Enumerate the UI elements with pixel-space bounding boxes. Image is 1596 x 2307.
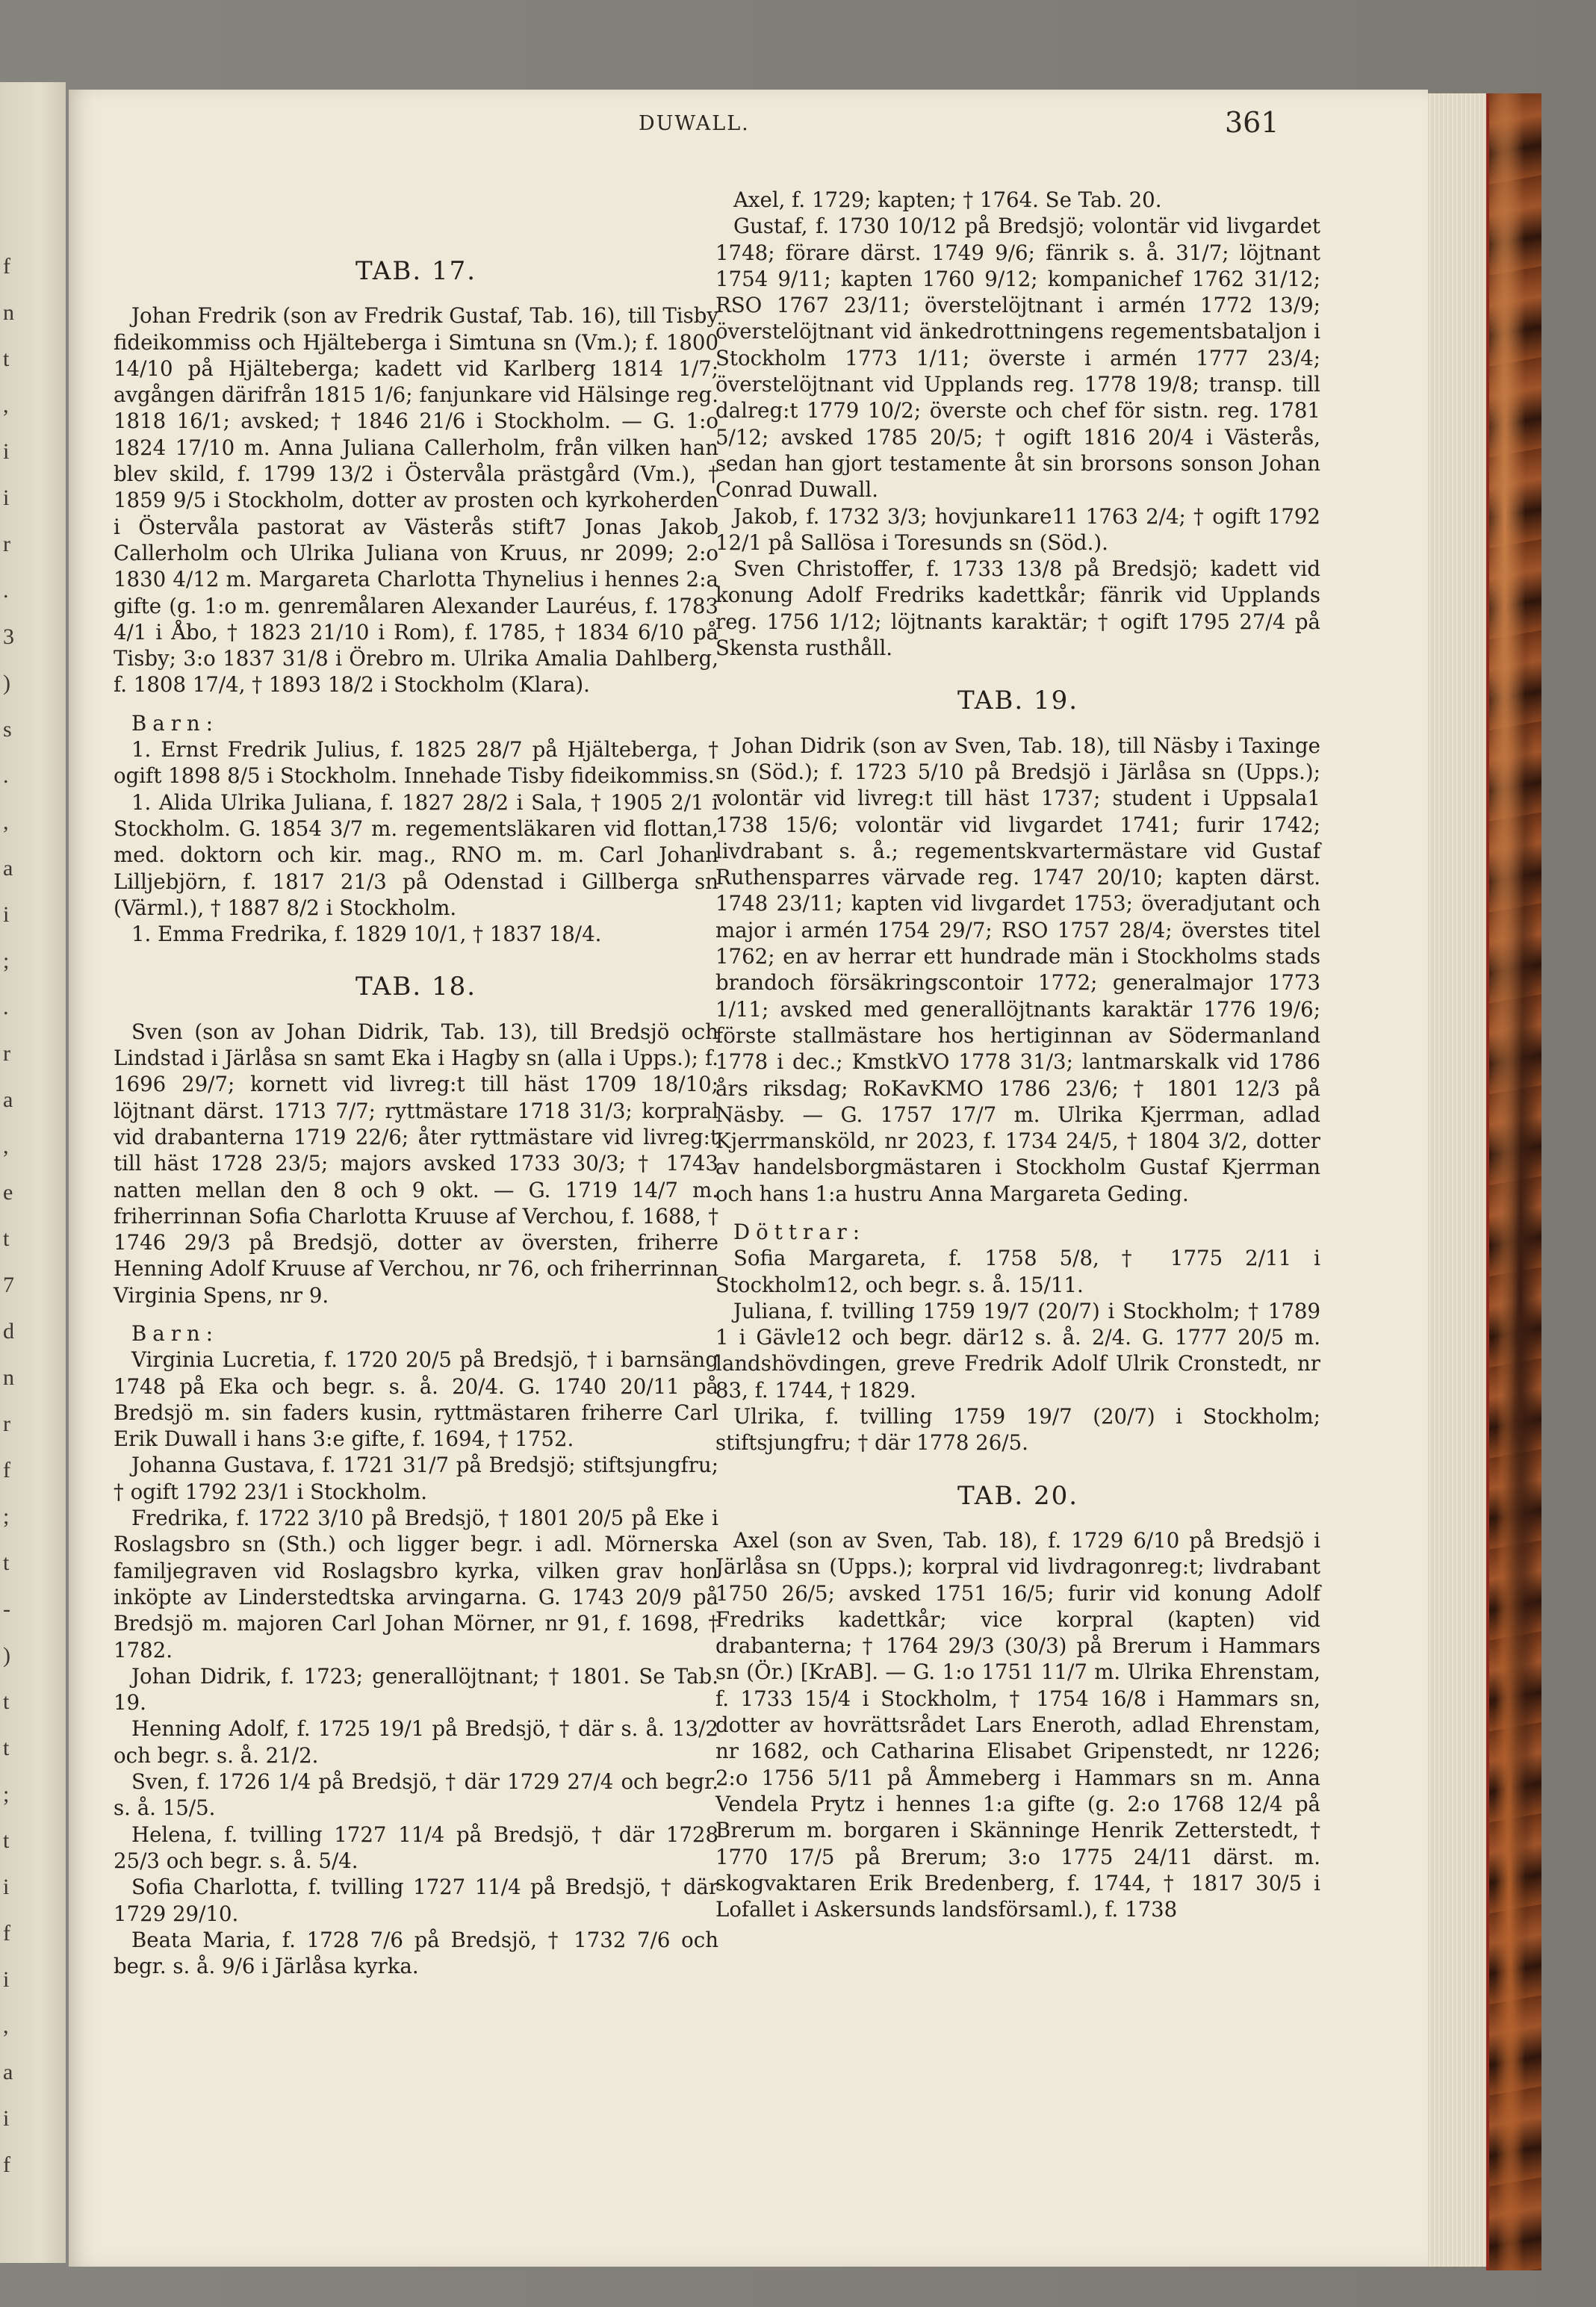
right-column — [715, 187, 1320, 1922]
tab-20-title: TAB. 20. — [957, 1480, 1079, 1511]
margin-char: r — [3, 1412, 10, 1436]
child-entry: Sven Christoffer, f. 1733 13/8 på Bredsjö; kadett vid konung Adolf Fredriks kadettkår; fänrik vid Upplands reg. 1756 1/12; löjtnants karaktär; † ogift 1795 27/4 på Skensta rusthåll. — [715, 556, 1320, 661]
margin-char: ; — [3, 948, 10, 973]
margin-char: f — [3, 2152, 10, 2177]
margin-char: 3 — [3, 624, 14, 649]
margin-char: i — [3, 1967, 10, 1992]
child-entry: Sofia Margareta, f. 1758 5/8, † 1775 2/11 i Stockholm12, och begr. s. å. 15/11. — [715, 1246, 1320, 1297]
margin-char: n — [3, 300, 14, 325]
left-column — [114, 187, 718, 1979]
margin-char: i — [3, 2106, 10, 2131]
margin-char: r — [3, 532, 10, 556]
entry-johan-fredrik: Johan Fredrik (son av Fredrik Gustaf, Tab. 16), till Tisby fideikommiss och Hjälteberga i Simtuna sn (Vm.); f. 1800 14/10 på Hjälteberga; kadett vid Karlberg 1814 1/7; avgången därifrån 1815 1/6; fanjunkare vid Hälsinge reg. 1818 16/1; avsked; † 1846 21/6 i Stockholm. — G. 1:o 1824 17/10 m. Anna Juliana Callerholm, från vilken han blev skild, f. 1799 13/2 i Östervåla prästgård (Vm.), † 1859 9/5 i Stockholm, dotter av prosten och kyrkoherden i Östervåla pastorat av Västerås stift7 Jonas Jakob Callerholm och Ulrika Juliana von Kruus, nr 2099; 2:o 1830 4/12 m. Margareta Charlotta Thynelius i hennes 2:a gifte (g. 1:o m. genremålaren Alexander Lauréus, f. 1783 4/1 i Åbo, † 1823 21/10 i Rom), f. 1785, † 1834 6/10 på Tisby; 3:o 1837 31/8 i Örebro m. Ulrika Amalia Dahlberg, f. 1808 17/4, † 1893 18/2 i Stockholm (Klara). — [114, 303, 718, 698]
child-entry: 1. Alida Ulrika Juliana, f. 1827 28/2 i Sala, † 1905 2/1 i Stockholm. G. 1854 3/7 m. regementsläkaren vid flottan, med. doktorn och kir. mag., RNO m. m. Carl Johan Lilljebjörn, f. 1817 21/3 på Odenstad i Gillberga sn (Värml.), † 1887 8/2 i Stockholm. — [114, 789, 718, 920]
child-entry: Henning Adolf, f. 1725 19/1 på Bredsjö, † där s. å. 13/2 och begr. s. å. 21/2. — [114, 1716, 718, 1768]
margin-char: a — [3, 856, 13, 881]
entry-johan-didrik: Johan Didrik (son av Sven, Tab. 18), till Näsby i Taxinge sn (Söd.); f. 1723 5/10 på Bredsjö i Järlåsa sn (Upps.); volontär vid livreg:t till häst 1737; student i Uppsala1 1738 15/6; volontär vid livgardet 1741; furir 1742; livdrabant s. å.; regementskvartermästare vid Gustaf Ruthensparres värvade reg. 1747 20/10; kapten därst. 1748 23/11; kapten vid livgardet 1753; överadjutant och major i armén 1754 29/7; RSO 1757 28/4; överstes titel 1762; en av herrar ett hundrade män i Stockholms stads brandoch försäkringscontoir 1772; generalmajor 1773 1/11; avsked med generallöjtnants karaktär 1776 19/6; förste stallmästare hos hertiginnan av Södermanland 1778 i dec.; KmstkVO 1778 31/3; lantmarskalk vid 1786 års riksdag; RoKavKMO 1786 23/6; † 1801 12/3 på Näsby. — G. 1757 17/7 m. Ulrika Kjerrman, adlad Kjerrmansköld, nr 2023, f. 1734 24/5, † 1804 3/2, dotter av handelsborgmästaren i Stockholm Gustaf Kjerrman och hans 1:a hustru Anna Margareta Geding. — [715, 733, 1320, 1206]
margin-char: f — [3, 1921, 10, 1946]
book-binding — [1486, 93, 1541, 2270]
child-entry: Virginia Lucretia, f. 1720 20/5 på Bredsjö, † i barnsäng 1748 på Eka och begr. s. å. 20/4. G. 1740 20/11 på Bredsjö m. sin faders kusin, ryttmästaren friherre Carl Erik Duwall i hans 3:e gifte, f. 1694, † 1752. — [114, 1347, 718, 1452]
margin-char: t — [3, 1689, 10, 1714]
tab-18-title: TAB. 18. — [355, 972, 477, 1002]
margin-char: t — [3, 347, 10, 371]
barn-label: Barn: — [131, 710, 219, 736]
running-head: DUWALL. — [639, 112, 750, 135]
margin-char: . — [3, 995, 9, 1019]
child-entry: Beata Maria, f. 1728 7/6 på Bredsjö, † 1732 7/6 och begr. s. å. 9/6 i Järlåsa kyrka. — [114, 1927, 718, 1979]
margin-char: f — [3, 1458, 10, 1482]
dottrar-label: Döttrar: — [733, 1219, 866, 1244]
margin-char: ; — [3, 1504, 10, 1529]
child-entry: Axel, f. 1729; kapten; † 1764. Se Tab. 20. — [733, 187, 1162, 212]
margin-char: i — [3, 485, 10, 510]
margin-char: r — [3, 1041, 10, 1066]
child-entry: Gustaf, f. 1730 10/12 på Bredsjö; volontär vid livgardet 1748; förare därst. 1749 9/6; fänrik s. å. 31/7; löjtnant 1754 9/11; kapten 1760 9/12; kompanichef 1762 31/12; RSO 1767 23/11; överstelöjtnant i armén 1772 13/9; överstelöjtnant vid änkedrottningens regementsbataljon i Stockholm 1773 1/11; överste i armén 1777 23/4; överstelöjtnant vid Upplands reg. 1778 19/8; transp. till dalreg:t 1779 10/2; överste och chef för sistn. reg. 1781 5/12; avsked 1785 20/5; † ogift 1816 20/4 i Västerås, sedan han gjort testamente åt sin brorsons sonson Johan Conrad Duwall. — [715, 214, 1320, 503]
margin-char: e — [3, 1180, 13, 1205]
margin-char: ) — [3, 1643, 10, 1668]
margin-char: ) — [3, 671, 10, 695]
margin-char: , — [3, 1134, 9, 1158]
margin-char: ; — [3, 1782, 10, 1807]
child-entry: Sofia Charlotta, f. tvilling 1727 11/4 på Bredsjö, † där 1729 29/10. — [114, 1875, 718, 1926]
entry-axel: Axel (son av Sven, Tab. 18), f. 1729 6/10 på Bredsjö i Järlåsa sn (Upps.); korpral vid livdragonreg:t; livdrabant 1750 26/5; avsked 1751 16/5; furir vid konung Adolf Fredriks kadettkår; vice korpral (kapten) vid drabanterna; † 1764 29/3 (30/3) på Brerum i Hammars sn (Ör.) [KrAB]. — G. 1:o 1751 11/7 m. Ulrika Ehrenstam, f. 1733 15/4 i Stockholm, † 1754 16/8 i Hammars sn, dotter av hovrättsrådet Lars Eneroth, adlad Ehrenstam, nr 1682, och Catharina Elisabet Gripenstedt, nr 1226; 2:o 1756 5/11 på Åmmeberg i Hammars sn m. Anna Vendela Prytz i hennes 1:a gifte (g. 2:o 1768 12/4 på Brerum m. borgaren i Skänninge Henrik Zetterstedt, † 1770 17/5 på Brerum; 3:o 1775 24/11 därst. m. skogvaktaren Erik Bredenberg, f. 1744, † 1817 30/5 i Lofallet i Askersunds landsförsaml.), f. 1738 — [715, 1527, 1320, 1922]
margin-char: , — [3, 810, 9, 834]
margin-char: a — [3, 2060, 13, 2084]
margin-char: t — [3, 1736, 10, 1760]
child-entry: Ulrika, f. tvilling 1759 19/7 (20/7) i Stockholm; stiftsjungfru; † där 1778 26/5. — [715, 1404, 1320, 1456]
child-entry: Helena, f. tvilling 1727 11/4 på Bredsjö, † där 1728 25/3 och begr. s. å. 5/4. — [114, 1822, 718, 1873]
margin-char: , — [3, 393, 9, 417]
margin-char: t — [3, 1828, 10, 1853]
margin-char: . — [3, 578, 9, 603]
child-entry: 1. Emma Fredrika, f. 1829 10/1, † 1837 18/4. — [131, 922, 602, 947]
margin-char: i — [3, 1875, 10, 1899]
barn-label: Barn: — [131, 1320, 219, 1346]
margin-char: s — [3, 717, 12, 742]
child-entry: Johan Didrik, f. 1723; generallöjtnant; † 1801. Se Tab. 19. — [114, 1663, 718, 1715]
tab-17-title: TAB. 17. — [355, 256, 477, 286]
child-entry: Jakob, f. 1732 3/3; hovjunkare11 1763 2/4; † ogift 1792 12/1 på Sallösa i Toresunds sn (Söd.). — [715, 503, 1320, 555]
margin-char: . — [3, 763, 9, 788]
child-entry: 1. Ernst Fredrik Julius, f. 1825 28/7 på Hjälteberga, † ogift 1898 8/5 i Stockholm. Innehade Tisby fideikommiss. — [114, 737, 718, 789]
child-entry: Fredrika, f. 1722 3/10 på Bredsjö, † 1801 20/5 på Eke i Roslagsbro sn (Sth.) och ligger begr. i adl. Mörnerska familjegraven vid Roslagsbro kyrka, vilken grav hon inköpte av Linderstedtska arvingarna. G. 1743 20/9 på Bredsjö m. majoren Carl Johan Mörner, nr 91, f. 1698, † 1782. — [114, 1506, 718, 1662]
margin-char: d — [3, 1319, 14, 1344]
entry-sven: Sven (son av Johan Didrik, Tab. 13), till Bredsjö och Lindstad i Järlåsa sn samt Eka i Hagby sn (alla i Upps.); f. 1696 29/7; kornett vid livreg:t till häst 1709 18/10; löjtnant därst. 1713 7/7; ryttmästare 1718 31/3; korpral vid drabanterna 1719 22/6; åter ryttmästare vid livreg:t till häst 1728 23/5; majors avsked 1733 30/3; † 1743 natten mellan den 8 och 9 okt. — G. 1719 14/7 m. friherrinnan Sofia Charlotta Kruuse af Verchou, f. 1688, † 1746 29/3 på Bredsjö, dotter av översten, friherre Henning Adolf Kruuse af Verchou, nr 76, och friherrinnan Virginia Spens, nr 9. — [114, 1019, 718, 1308]
margin-char: i — [3, 902, 10, 927]
margin-char: t — [3, 1550, 10, 1575]
margin-char: t — [3, 1226, 10, 1251]
margin-char: , — [3, 2013, 9, 2038]
margin-char: 7 — [3, 1273, 14, 1297]
child-entry: Juliana, f. tvilling 1759 19/7 (20/7) i Stockholm; † 1789 1 i Gävle12 och begr. där12 s. å. 2/4. G. 1777 20/5 m. landshövdingen, greve Fredrik Adolf Ulrik Cronstedt, nr 83, f. 1744, † 1829. — [715, 1298, 1320, 1403]
child-entry: Johanna Gustava, f. 1721 31/7 på Bredsjö; stiftsjungfru; † ogift 1792 23/1 i Stockholm. — [114, 1453, 718, 1504]
margin-char: i — [3, 439, 10, 464]
page-number: 361 — [1225, 106, 1279, 139]
margin-char: n — [3, 1365, 14, 1390]
margin-char: f — [3, 254, 10, 279]
margin-char: - — [3, 1597, 10, 1621]
tab-19-title: TAB. 19. — [957, 686, 1079, 716]
child-entry: Sven, f. 1726 1/4 på Bredsjö, † där 1729 27/4 och begr. s. å. 15/5. — [114, 1769, 718, 1821]
margin-char: a — [3, 1087, 13, 1112]
